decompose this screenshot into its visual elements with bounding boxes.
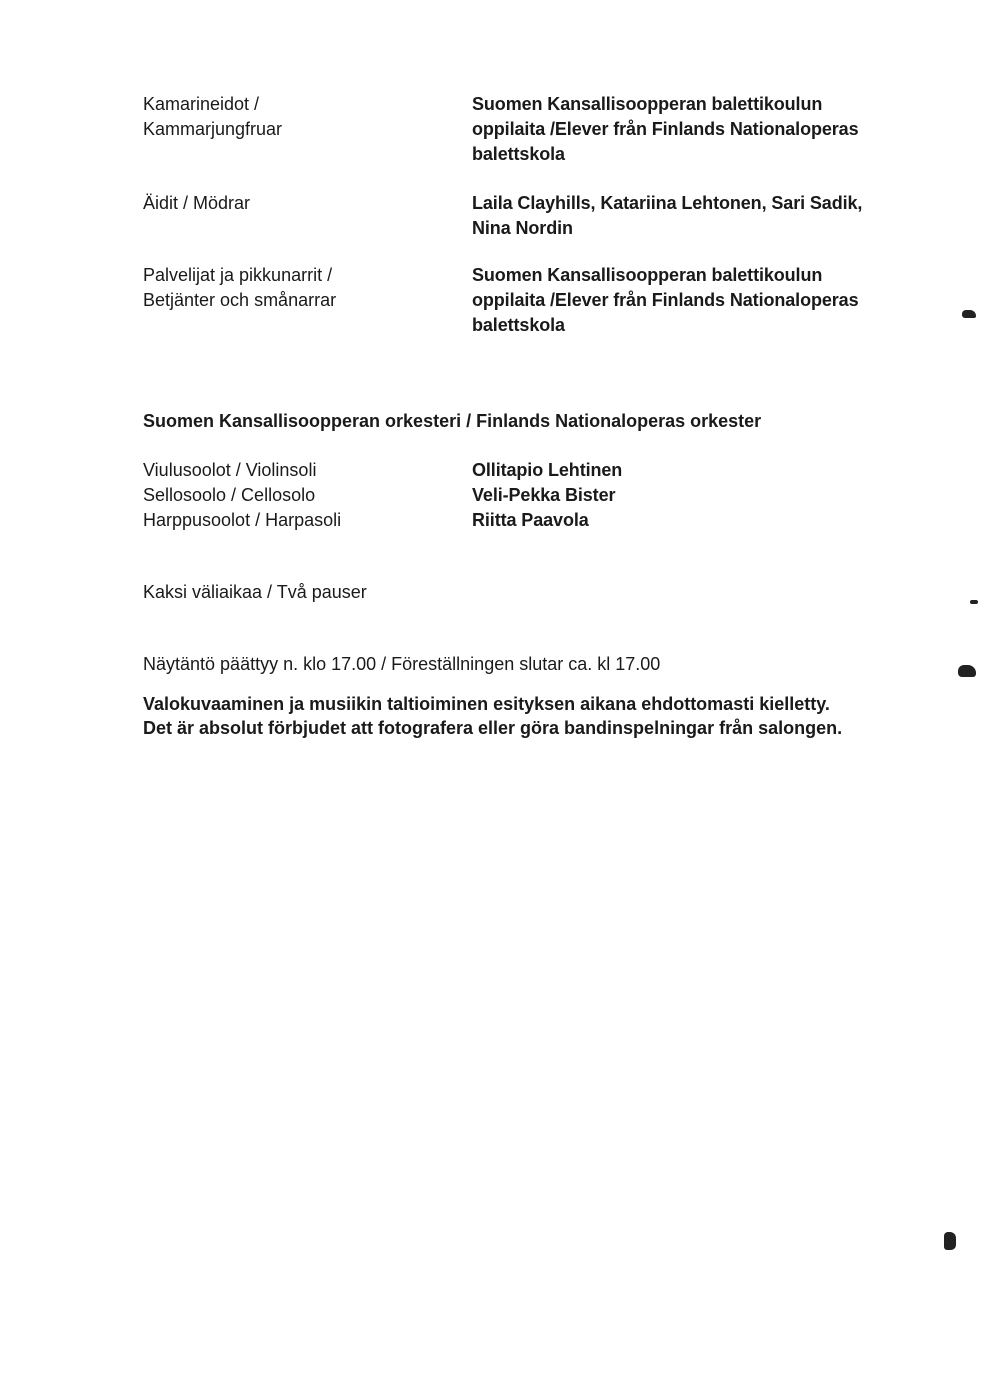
soloist-name: Riitta Paavola xyxy=(472,510,589,530)
soloist-roles xyxy=(143,458,443,533)
cast-line: Laila Clayhills, Katariina Lehtonen, Sari Sadik, xyxy=(472,193,863,213)
soloist-role: Viulusoolot / Violinsoli xyxy=(143,460,317,480)
scan-speck xyxy=(958,665,976,677)
soloist-name: Veli-Pekka Bister xyxy=(472,485,616,505)
cast-mothers xyxy=(472,191,942,241)
role-line: Äidit / Mödrar xyxy=(143,193,251,213)
soloist-names xyxy=(472,458,942,533)
scan-speck xyxy=(944,1232,956,1250)
role-line: Betjänter och smånarrar xyxy=(143,290,337,310)
orchestra-heading: Suomen Kansallisoopperan orkesteri / Finlands Nationaloperas orkester xyxy=(143,411,762,431)
cast-servants-jesters xyxy=(472,263,942,338)
scan-speck xyxy=(962,310,976,318)
cast-line: balettskola xyxy=(472,315,565,335)
role-line: Kammarjungfruar xyxy=(143,119,283,139)
warning-line-fi: Valokuvaaminen ja musiikin taltioiminen esityksen aikana ehdottomasti kielletty. xyxy=(143,694,830,714)
cast-line: oppilaita /Elever från Finlands Nationaloperas xyxy=(472,290,859,310)
soloist-name: Ollitapio Lehtinen xyxy=(472,460,623,480)
photography-warning xyxy=(143,692,842,740)
soloist-role: Sellosoolo / Cellosolo xyxy=(143,485,316,505)
intermissions-note: Kaksi väliaikaa / Två pauser xyxy=(143,582,367,602)
end-time-note: Näytäntö päättyy n. klo 17.00 / Föreställningen slutar ca. kl 17.00 xyxy=(143,654,661,674)
scan-speck xyxy=(970,600,978,604)
role-line: Kamarineidot / xyxy=(143,94,260,114)
cast-line: Nina Nordin xyxy=(472,218,573,238)
soloist-role: Harppusoolot / Harpasoli xyxy=(143,510,342,530)
cast-line: Suomen Kansallisoopperan balettikoulun xyxy=(472,265,823,285)
role-mothers xyxy=(143,191,443,216)
role-servants-jesters xyxy=(143,263,443,313)
cast-chambermaids xyxy=(472,92,942,167)
cast-line: balettskola xyxy=(472,144,565,164)
role-chambermaids xyxy=(143,92,443,142)
cast-line: Suomen Kansallisoopperan balettikoulun xyxy=(472,94,823,114)
cast-line: oppilaita /Elever från Finlands Nationaloperas xyxy=(472,119,859,139)
role-line: Palvelijat ja pikkunarrit / xyxy=(143,265,333,285)
warning-line-sv: Det är absolut förbjudet att fotografera eller göra bandinspelningar från salongen. xyxy=(143,718,843,738)
